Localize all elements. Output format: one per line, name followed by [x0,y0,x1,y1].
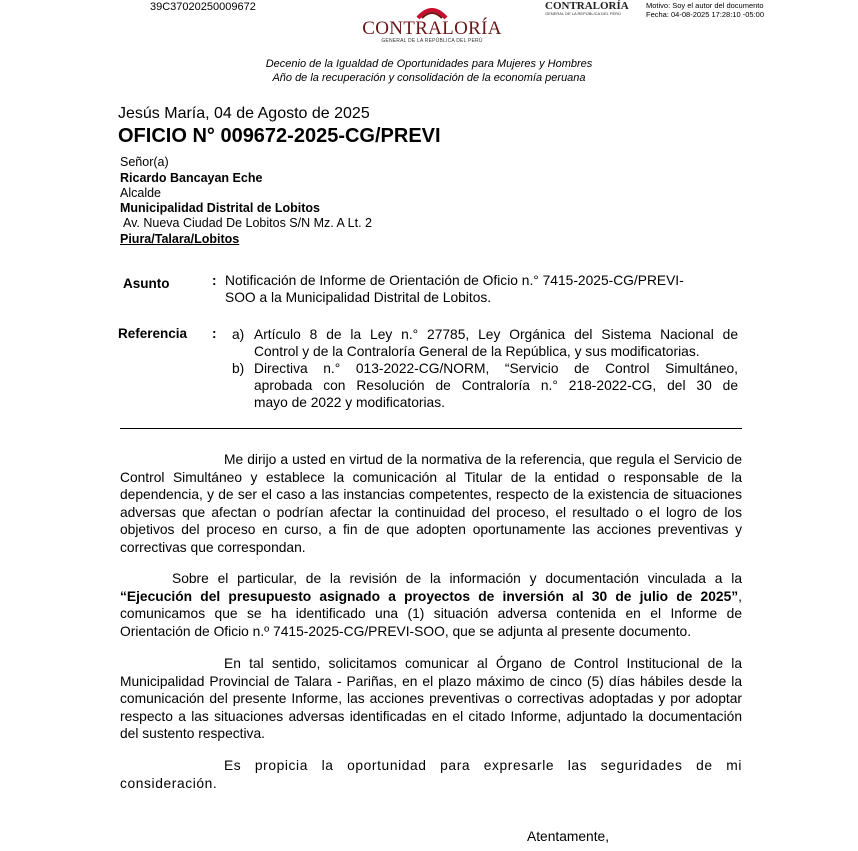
referencia-item-b-line-2: aprobada con Resolución de Contraloría n.° 218-2022-CG, del 30 de [254,378,738,393]
signature-logo-name: CONTRALORÍA [545,0,629,12]
recipient-salutation: Señor(a) [120,155,169,169]
asunto-line-2: SOO a la Municipalidad Distrital de Lobitos. [225,290,492,305]
referencia-item-a-line-2: Control y de la Contraloría General de la República, y sus modificatorias. [254,344,700,359]
recipient-name: Ricardo Bancayan Eche [120,171,263,185]
digital-signature-block [646,1,764,19]
asunto-colon: : [212,273,217,288]
logo-subtitle: GENERAL DE LA REPÚBLICA DEL PERÚ [381,38,483,44]
body-paragraph-3 [120,655,742,743]
referencia-item-b-marker: b) [232,361,245,376]
recipient-location: Piura/Talara/Lobitos [120,232,240,246]
body-paragraph-2-end: , comunicamos que se ha identificado una (1) situación adversa contenida en el Informe de Orientación de Oficio n.º 7415-2025-CG/PREVI-SOO, que se adjunta al presente documento. [120,588,742,639]
referencia-item-b-line-3: mayo de 2022 y modificatorias. [254,395,445,410]
signature-logo [545,0,635,16]
body-paragraph-2-start: Sobre el particular, de la revisión de la información y documentación vinculada a la [172,571,742,586]
place-date: Jesús María, 04 de Agosto de 2025 [118,105,370,122]
body-paragraph-2 [120,570,742,640]
recipient-entity: Municipalidad Distrital de Lobitos [120,201,321,215]
referencia-colon: : [212,326,217,341]
body-paragraph-2-project: “Ejecución del presupuesto asignado a proyectos de inversión al 30 de julio de 2025” [120,588,739,604]
recipient-position: Alcalde [120,186,161,200]
asunto-label: Asunto [123,276,170,291]
decade-line-1: Decenio de la Igualdad de Oportunidades para Mujeres y Hombres [265,58,593,70]
signature-reason: Motivo: Soy el autor del documento [646,1,764,10]
body-paragraph-4 [120,757,742,792]
referencia-item-a-marker: a) [232,327,245,342]
body-paragraph-1-text: Me dirijo a usted en virtud de la normativa de la referencia, que regula el Servicio de Control Simultáneo y establece la comunicación al Titular de la entidad o responsable de la dependencia, y de ser el caso a las instancias competentes, respecto de la existencia de situaciones adversas que afectan o podrían afectar la continuidad del proceso, el resultado o el logro de los objetivos del proceso en curso, a fin de que adopten oportunamente las acciones preventivas y correctivas que correspondan. [120,452,742,555]
signature-date: Fecha: 04-08-2025 17:28:10 -05:00 [646,10,765,19]
referencia-label: Referencia [118,326,188,341]
closing: Atentamente, [527,829,610,844]
logo-emblem-icon [362,0,502,20]
section-divider [120,428,742,429]
logo-name: CONTRALORÍA [362,18,502,39]
referencia-item-b-line-1: Directiva n.° 013-2022-CG/NORM, “Servicio de Control Simultáneo, [254,361,738,376]
oficio-number: OFICIO N° 009672-2025-CG/PREVI [118,125,441,147]
signature-logo-subtitle: GENERAL DE LA REPÚBLICA DEL PERÚ [545,11,621,16]
recipient-address: Av. Nueva Ciudad De Lobitos S/N Mz. A Lt. 2 [123,216,372,230]
contraloria-logo [352,0,512,46]
body-paragraph-4-text: Es propicia la oportunidad para expresarle las seguridades de mi consideración. [120,758,742,791]
referencia-item-a-line-1: Artículo 8 de la Ley n.° 27785, Ley Orgánica del Sistema Nacional de [254,327,738,342]
decade-line-2: Año de la recuperación y consolidación de la economía peruana [272,72,586,84]
body-paragraph-1 [120,451,742,556]
body-paragraph-3-text: En tal sentido, solicitamos comunicar al Órgano de Control Institucional de la Municipalidad Provincial de Talara - Pariñas, en el plazo máximo de cinco (5) días hábiles desde la comunicación del presente Informe, las acciones preventivas o correctivas adoptadas y por adoptar respecto a las situaciones adversas identificadas en el citado Informe, adjuntado la documentación del sustento respectiva. [120,656,742,741]
asunto-line-1: Notificación de Informe de Orientación de Oficio n.° 7415-2025-CG/PREVI- [225,273,684,288]
document-code: 39C37020250009672 [150,1,256,13]
